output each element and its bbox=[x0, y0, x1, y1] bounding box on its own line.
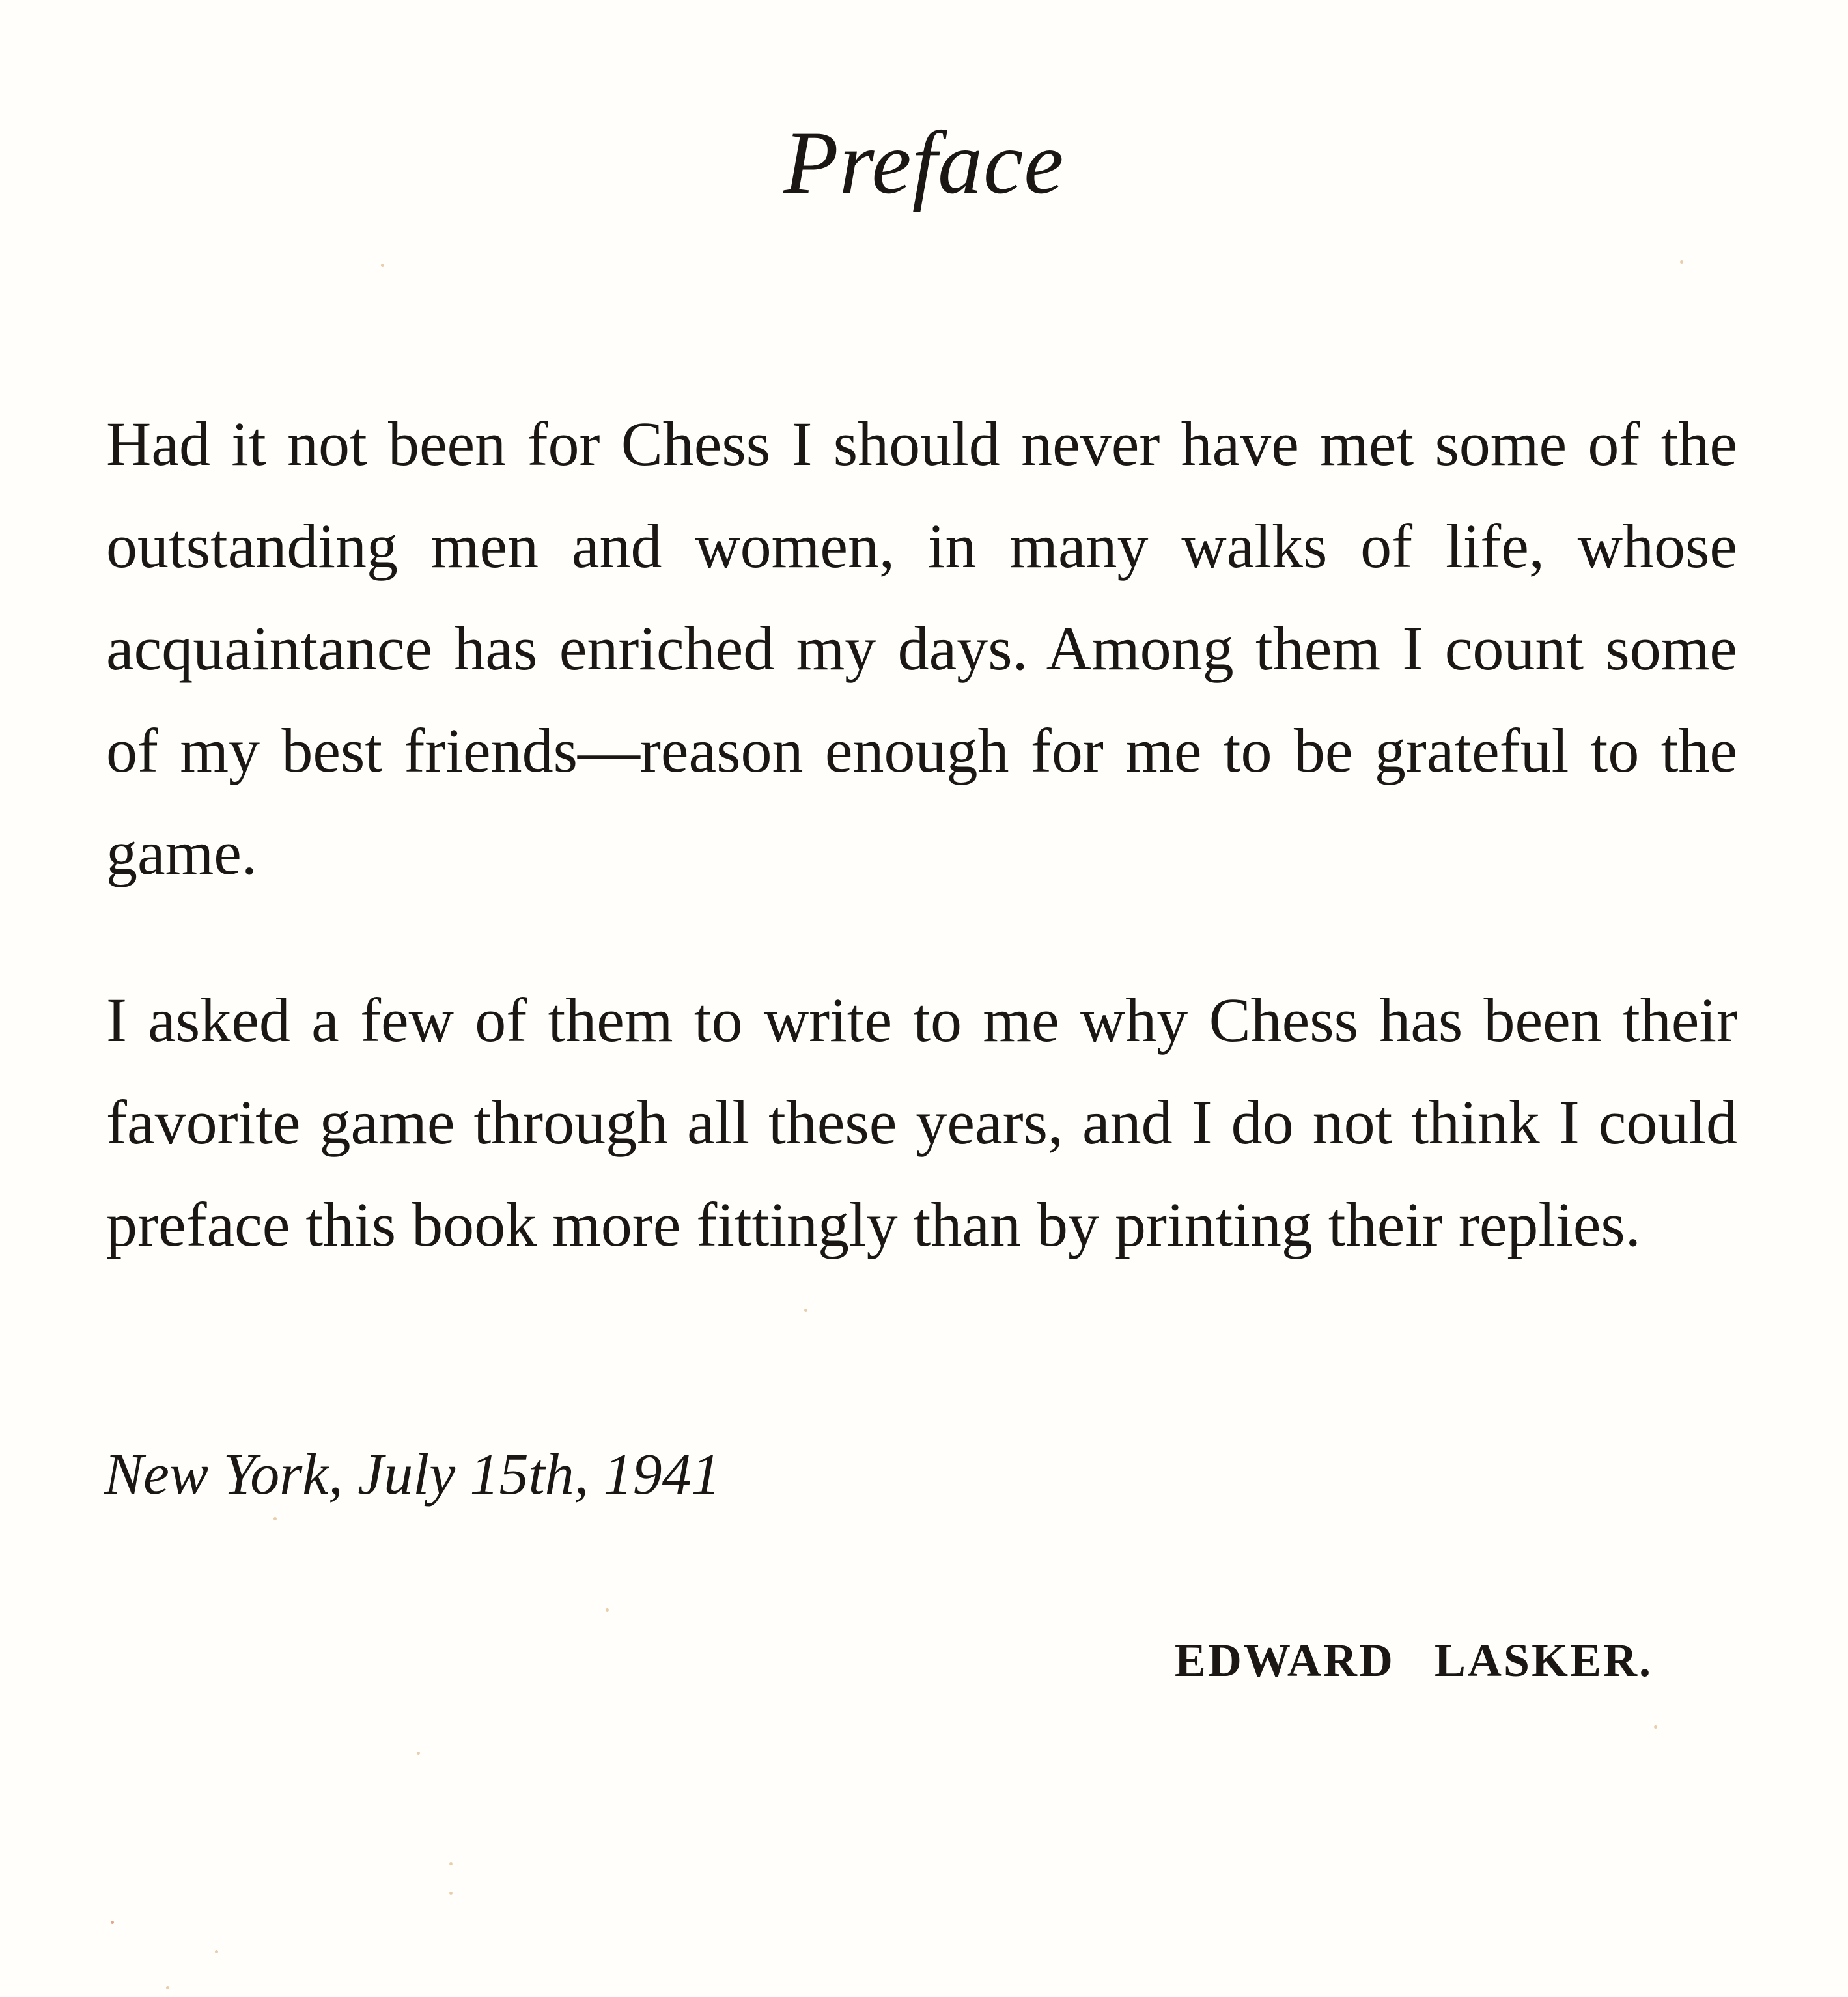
paper-speck bbox=[273, 1517, 277, 1520]
paper-speck bbox=[1654, 1725, 1657, 1729]
preface-paragraph-1: Had it not been for Chess I should never have met some of the outstanding men and women, in many walks of life, whose acquaintance has enriched my days. Among them I count some of my best friends—reason enough for me to be grateful to the game. bbox=[106, 409, 1737, 887]
paper-speck bbox=[606, 1608, 609, 1612]
paper-speck bbox=[417, 1752, 420, 1755]
paper-speck bbox=[449, 1862, 453, 1865]
preface-paragraph-2: I asked a few of them to write to me why Chess has been their favorite game through all these years, and I do not think I could preface this book more fittingly than by printing their replies. bbox=[106, 985, 1737, 1259]
page-title: Preface bbox=[783, 113, 1065, 212]
paper-speck bbox=[1680, 260, 1683, 264]
paper-speck bbox=[166, 1986, 169, 1989]
paper-speck bbox=[111, 1921, 114, 1924]
place-date-line: New York, July 15th, 1941 bbox=[104, 1442, 721, 1507]
paper-speck bbox=[215, 1950, 218, 1953]
paper-speck bbox=[381, 264, 384, 267]
paper-speck bbox=[804, 1309, 807, 1312]
author-signature: EDWARD LASKER. bbox=[1174, 1634, 1653, 1686]
paper-speck bbox=[449, 1892, 453, 1895]
